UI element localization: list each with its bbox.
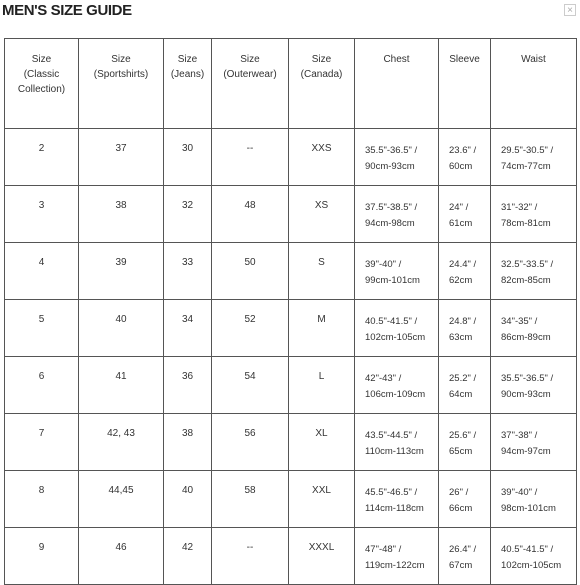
sleeve-value: 24.8" / bbox=[449, 316, 477, 327]
classic-cell: 4 bbox=[5, 243, 79, 300]
sleeve-cell bbox=[439, 243, 491, 300]
chest-value: 43.5"-44.5" / bbox=[365, 430, 418, 441]
header-label: Size bbox=[111, 54, 131, 65]
sleeve-value: 65cm bbox=[449, 446, 473, 457]
waist-cell bbox=[491, 129, 577, 186]
sleeve-cell bbox=[439, 186, 491, 243]
classic-cell: 3 bbox=[5, 186, 79, 243]
sleeve-value: 26.4" / bbox=[449, 544, 477, 555]
chest-cell bbox=[355, 186, 439, 243]
sportshirts-cell: 39 bbox=[79, 243, 164, 300]
chest-value: 106cm-109cm bbox=[365, 389, 426, 400]
waist-cell bbox=[491, 471, 577, 528]
waist-value: 94cm-97cm bbox=[501, 446, 551, 457]
table-row bbox=[5, 186, 577, 243]
sportshirts-cell: 42, 43 bbox=[79, 414, 164, 471]
sleeve-value: 25.2" / bbox=[449, 373, 477, 384]
sleeve-value: 24.4" / bbox=[449, 259, 477, 270]
table-row bbox=[5, 357, 577, 414]
col-outerwear-header bbox=[212, 39, 289, 129]
jeans-cell: 42 bbox=[164, 528, 212, 585]
header-label: Size bbox=[177, 54, 198, 65]
sleeve-cell bbox=[439, 357, 491, 414]
sleeve-value: 62cm bbox=[449, 275, 473, 286]
waist-value: 34"-35" / bbox=[501, 316, 538, 327]
waist-value: 31"-32" / bbox=[501, 202, 538, 213]
waist-value: 74cm-77cm bbox=[501, 161, 551, 172]
classic-cell: 9 bbox=[5, 528, 79, 585]
header-label: (Jeans) bbox=[170, 69, 205, 80]
waist-cell bbox=[491, 186, 577, 243]
outerwear-cell: -- bbox=[212, 129, 289, 186]
waist-value: 82cm-85cm bbox=[501, 275, 551, 286]
header-row bbox=[5, 39, 577, 129]
waist-value: 78cm-81cm bbox=[501, 218, 551, 229]
outerwear-cell: -- bbox=[212, 528, 289, 585]
header-label: Size bbox=[311, 54, 332, 65]
table-row bbox=[5, 528, 577, 585]
size-guide-table bbox=[4, 38, 577, 585]
header-label: (Outerwear) bbox=[223, 69, 277, 80]
classic-cell: 6 bbox=[5, 357, 79, 414]
waist-value: 86cm-89cm bbox=[501, 332, 551, 343]
waist-value: 32.5"-33.5" / bbox=[501, 259, 554, 270]
sleeve-value: 25.6" / bbox=[449, 430, 477, 441]
sleeve-value: 24" / bbox=[449, 202, 469, 213]
jeans-cell: 34 bbox=[164, 300, 212, 357]
sportshirts-cell: 40 bbox=[79, 300, 164, 357]
col-canada-header bbox=[289, 39, 355, 129]
header-label: (Classic bbox=[23, 69, 60, 80]
jeans-cell: 30 bbox=[164, 129, 212, 186]
col-sleeve-header bbox=[439, 39, 491, 129]
chest-value: 47"-48" / bbox=[365, 544, 402, 555]
chest-cell bbox=[355, 414, 439, 471]
chest-cell bbox=[355, 357, 439, 414]
table-row bbox=[5, 414, 577, 471]
chest-value: 94cm-98cm bbox=[365, 218, 415, 229]
sportshirts-cell: 37 bbox=[79, 129, 164, 186]
chest-cell bbox=[355, 129, 439, 186]
waist-value: 35.5"-36.5" / bbox=[501, 373, 554, 384]
jeans-cell: 40 bbox=[164, 471, 212, 528]
waist-cell bbox=[491, 528, 577, 585]
canada-cell: L bbox=[289, 357, 355, 414]
col-waist-header bbox=[491, 39, 577, 129]
classic-cell: 7 bbox=[5, 414, 79, 471]
sleeve-value: 61cm bbox=[449, 218, 473, 229]
chest-value: 42"-43" / bbox=[365, 373, 402, 384]
waist-value: 39"-40" / bbox=[501, 487, 538, 498]
header-label: Chest bbox=[383, 54, 410, 65]
col-sportshirts-header bbox=[79, 39, 164, 129]
close-icon[interactable]: × bbox=[564, 4, 576, 16]
chest-value: 39"-40" / bbox=[365, 259, 402, 270]
classic-cell: 5 bbox=[5, 300, 79, 357]
chest-cell bbox=[355, 471, 439, 528]
col-chest-header bbox=[355, 39, 439, 129]
header-label: Size bbox=[31, 54, 52, 65]
outerwear-cell: 50 bbox=[212, 243, 289, 300]
chest-value: 99cm-101cm bbox=[365, 275, 420, 286]
sleeve-value: 63cm bbox=[449, 332, 473, 343]
chest-value: 40.5"-41.5" / bbox=[365, 316, 418, 327]
outerwear-cell: 58 bbox=[212, 471, 289, 528]
chest-value: 37.5"-38.5" / bbox=[365, 202, 418, 213]
sleeve-value: 26" / bbox=[449, 487, 469, 498]
chest-value: 110cm-113cm bbox=[365, 446, 424, 457]
outerwear-cell: 48 bbox=[212, 186, 289, 243]
sportshirts-cell: 41 bbox=[79, 357, 164, 414]
canada-cell: XS bbox=[289, 186, 355, 243]
col-classic-header bbox=[5, 39, 79, 129]
sleeve-cell bbox=[439, 300, 491, 357]
outerwear-cell: 52 bbox=[212, 300, 289, 357]
sleeve-value: 66cm bbox=[449, 503, 473, 514]
table-row bbox=[5, 243, 577, 300]
sleeve-cell bbox=[439, 471, 491, 528]
jeans-cell: 36 bbox=[164, 357, 212, 414]
sleeve-value: 23.6" / bbox=[449, 145, 477, 156]
jeans-cell: 33 bbox=[164, 243, 212, 300]
chest-value: 119cm-122cm bbox=[365, 560, 425, 571]
waist-value: 90cm-93cm bbox=[501, 389, 551, 400]
header-label: Collection) bbox=[17, 84, 66, 95]
sleeve-value: 64cm bbox=[449, 389, 473, 400]
sportshirts-cell: 38 bbox=[79, 186, 164, 243]
page-title: MEN'S SIZE GUIDE bbox=[2, 2, 132, 19]
chest-value: 35.5"-36.5" / bbox=[365, 145, 418, 156]
header-label: (Canada) bbox=[300, 69, 343, 80]
waist-cell bbox=[491, 414, 577, 471]
classic-cell: 2 bbox=[5, 129, 79, 186]
chest-value: 114cm-118cm bbox=[365, 503, 424, 514]
canada-cell: XXL bbox=[289, 471, 355, 528]
jeans-cell: 38 bbox=[164, 414, 212, 471]
header-label: Sleeve bbox=[449, 54, 480, 65]
table-row bbox=[5, 129, 577, 186]
chest-cell bbox=[355, 528, 439, 585]
table-row bbox=[5, 471, 577, 528]
waist-value: 29.5"-30.5" / bbox=[501, 145, 554, 156]
canada-cell: XL bbox=[289, 414, 355, 471]
waist-cell bbox=[491, 300, 577, 357]
chest-value: 102cm-105cm bbox=[365, 332, 426, 343]
sleeve-cell bbox=[439, 129, 491, 186]
sleeve-value: 67cm bbox=[449, 560, 473, 571]
waist-value: 40.5"-41.5" / bbox=[501, 544, 554, 555]
classic-cell: 8 bbox=[5, 471, 79, 528]
sportshirts-cell: 46 bbox=[79, 528, 164, 585]
sleeve-cell bbox=[439, 528, 491, 585]
table-row bbox=[5, 300, 577, 357]
outerwear-cell: 54 bbox=[212, 357, 289, 414]
chest-cell bbox=[355, 300, 439, 357]
outerwear-cell: 56 bbox=[212, 414, 289, 471]
sportshirts-cell: 44,45 bbox=[79, 471, 164, 528]
canada-cell: XXXL bbox=[289, 528, 355, 585]
waist-value: 98cm-101cm bbox=[501, 503, 556, 514]
waist-value: 102cm-105cm bbox=[501, 560, 562, 571]
header-label: Size bbox=[240, 54, 260, 65]
waist-cell bbox=[491, 243, 577, 300]
jeans-cell: 32 bbox=[164, 186, 212, 243]
canada-cell: M bbox=[289, 300, 355, 357]
chest-cell bbox=[355, 243, 439, 300]
col-jeans-header bbox=[164, 39, 212, 129]
waist-cell bbox=[491, 357, 577, 414]
canada-cell: XXS bbox=[289, 129, 355, 186]
header-label: (Sportshirts) bbox=[93, 69, 149, 80]
sleeve-value: 60cm bbox=[449, 161, 473, 172]
waist-value: 37"-38" / bbox=[501, 430, 538, 441]
chest-value: 90cm-93cm bbox=[365, 161, 415, 172]
canada-cell: S bbox=[289, 243, 355, 300]
header-label: Waist bbox=[521, 54, 546, 65]
chest-value: 45.5"-46.5" / bbox=[365, 487, 418, 498]
sleeve-cell bbox=[439, 414, 491, 471]
